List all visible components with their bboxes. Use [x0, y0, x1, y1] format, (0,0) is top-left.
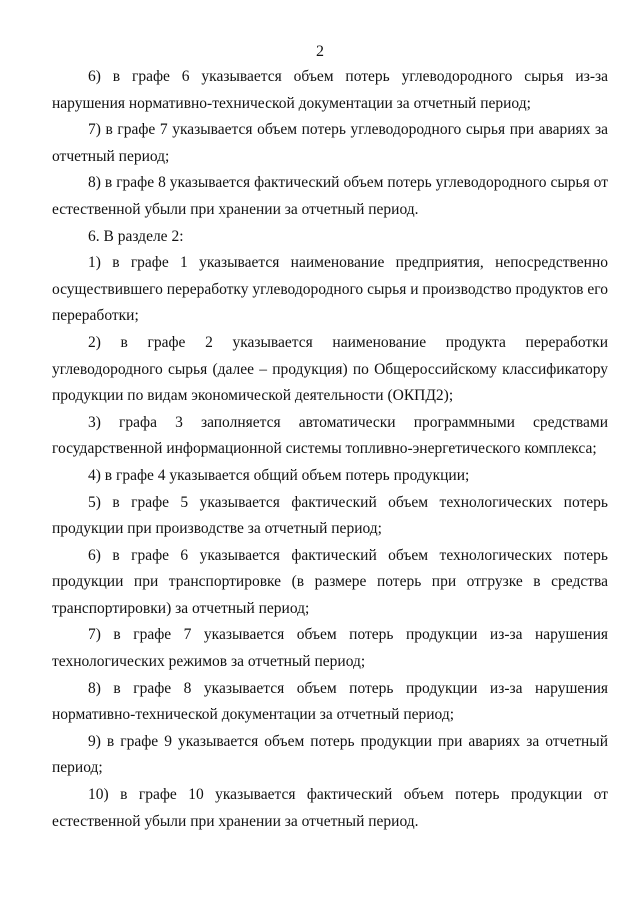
paragraph-item-6: 6) в графе 6 указывается объем потерь углеводородного сырья из-за нарушения нормативно-технической документации за отчетный период; — [52, 68, 608, 112]
paragraph-column-4: 4) в графе 4 указывается общий объем потерь продукции; — [88, 466, 470, 484]
paragraph-column-5: 5) в графе 5 указывается фактический объем технологических потерь продукции при производстве за отчетный период; — [52, 493, 608, 538]
paragraph-column-6: 6) в графе 6 указывается фактический объем технологических потерь продукции при транспортировке (в размере потерь при отгрузке в средства транспортировки) за отчетный период; — [52, 546, 608, 617]
document-body — [52, 64, 608, 835]
paragraph-column-1: 1) в графе 1 указывается наименование предприятия, непосредственно осуществившего переработку углеводородного сырья и производство продуктов его переработки; — [52, 254, 608, 325]
paragraph-column-10: 10) в графе 10 указывается фактический объем потерь продукции от естественной убыли при хранении за отчетный период. — [52, 786, 608, 830]
paragraph-column-8: 8) в графе 8 указывается объем потерь продукции из-за нарушения нормативно-технической документации за отчетный период; — [52, 679, 608, 724]
paragraph-column-2: 2) в графе 2 указывается наименование продукта переработки углеводородного сырья (далее – продукция) по Общероссийскому классификатору продукции по видам экономической деятельности (ОКПД2); — [52, 333, 608, 405]
section-heading-6: 6. В разделе 2: — [88, 227, 184, 245]
paragraph-column-3: 3) графа 3 заполняется автоматически программными средствами государственной информационной системы топливно-энергетического комплекса; — [52, 413, 608, 458]
page-number: 2 — [316, 43, 324, 60]
paragraph-column-9: 9) в графе 9 указывается объем потерь продукции при авариях за отчетный период; — [52, 732, 608, 777]
paragraph-item-8: 8) в графе 8 указывается фактический объем потерь углеводородного сырья от естественной убыли при хранении за отчетный период. — [52, 174, 608, 218]
paragraph-column-7: 7) в графе 7 указывается объем потерь продукции из-за нарушения технологических режимов за отчетный период; — [52, 626, 608, 671]
paragraph-item-7: 7) в графе 7 указывается объем потерь углеводородного сырья при авариях за отчетный период; — [52, 121, 608, 165]
